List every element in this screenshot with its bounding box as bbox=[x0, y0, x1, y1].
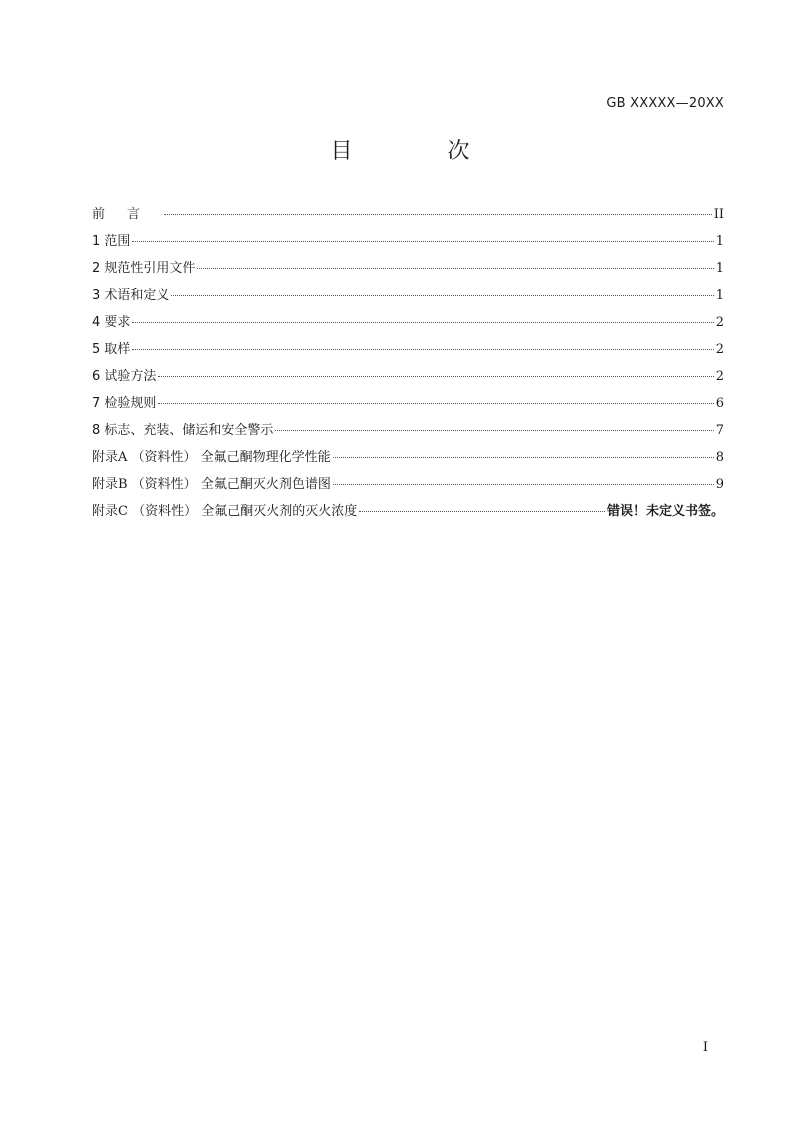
toc-leader-dots bbox=[158, 402, 713, 404]
toc-entry-page: 1 bbox=[715, 234, 724, 249]
toc-entry-label: 5 取样 bbox=[92, 342, 131, 357]
toc-leader-dots bbox=[333, 483, 714, 485]
toc-entry-scope[interactable] bbox=[92, 230, 724, 257]
toc-leader-dots bbox=[359, 510, 605, 512]
toc-entry-inspection-rules[interactable] bbox=[92, 392, 724, 419]
toc-leader-dots bbox=[132, 348, 713, 350]
toc-entry-label: 附录A （资料性） 全氟己酮物理化学性能 bbox=[92, 450, 331, 465]
toc-entry-page: 7 bbox=[715, 423, 724, 438]
toc-entry-label: 前言 bbox=[92, 207, 163, 222]
document-code: GB XXXXX—20XX bbox=[606, 96, 724, 111]
toc-entry-label: 2 规范性引用文件 bbox=[92, 261, 196, 276]
toc-entry-page: 8 bbox=[715, 450, 724, 465]
page-number: I bbox=[702, 1040, 708, 1055]
toc-entry-annex-a[interactable] bbox=[92, 446, 724, 473]
toc-entry-page: 6 bbox=[715, 396, 724, 411]
toc-leader-dots bbox=[197, 267, 713, 269]
toc-entry-requirements[interactable] bbox=[92, 311, 724, 338]
toc-entry-annex-c[interactable] bbox=[92, 500, 724, 527]
toc-leader-dots bbox=[132, 321, 713, 323]
toc-entry-label: 7 检验规则 bbox=[92, 396, 157, 411]
toc-entry-label: 8 标志、充装、储运和安全警示 bbox=[92, 423, 274, 438]
toc-entry-page: 2 bbox=[715, 342, 724, 357]
toc-leader-dots bbox=[333, 456, 714, 458]
page-title: 目 次 bbox=[330, 139, 514, 164]
toc-entry-label: 3 术语和定义 bbox=[92, 288, 170, 303]
toc-entry-page: 1 bbox=[715, 288, 724, 303]
toc-leader-dots bbox=[164, 213, 712, 215]
toc-leader-dots bbox=[132, 240, 713, 242]
toc-entry-label: 1 范围 bbox=[92, 234, 131, 249]
toc-entry-sampling[interactable] bbox=[92, 338, 724, 365]
toc-entry-annex-b[interactable] bbox=[92, 473, 724, 500]
toc-leader-dots bbox=[171, 294, 713, 296]
toc-entry-normative-references[interactable] bbox=[92, 257, 724, 284]
toc-entry-page: 2 bbox=[715, 369, 724, 384]
toc-entry-label: 4 要求 bbox=[92, 315, 131, 330]
toc-entry-terms-definitions[interactable] bbox=[92, 284, 724, 311]
toc-entry-label: 附录C （资料性） 全氟己酮灭火剂的灭火浓度 bbox=[92, 504, 358, 519]
toc-entry-label: 附录B （资料性） 全氟己酮灭火剂色谱图 bbox=[92, 477, 331, 492]
toc-entry-page: 2 bbox=[715, 315, 724, 330]
toc-entry-label: 6 试验方法 bbox=[92, 369, 157, 384]
toc-entry-marking-storage[interactable] bbox=[92, 419, 724, 446]
toc-entry-foreword[interactable] bbox=[92, 203, 724, 230]
toc-leader-dots bbox=[275, 429, 713, 431]
toc-entry-page: 1 bbox=[715, 261, 724, 276]
toc-leader-dots bbox=[158, 375, 713, 377]
toc-bookmark-error: 错误！未定义书签。 bbox=[606, 504, 724, 519]
toc-entry-page: 9 bbox=[715, 477, 724, 492]
toc-entry-page: II bbox=[713, 207, 724, 222]
table-of-contents bbox=[92, 203, 724, 527]
toc-entry-test-methods[interactable] bbox=[92, 365, 724, 392]
